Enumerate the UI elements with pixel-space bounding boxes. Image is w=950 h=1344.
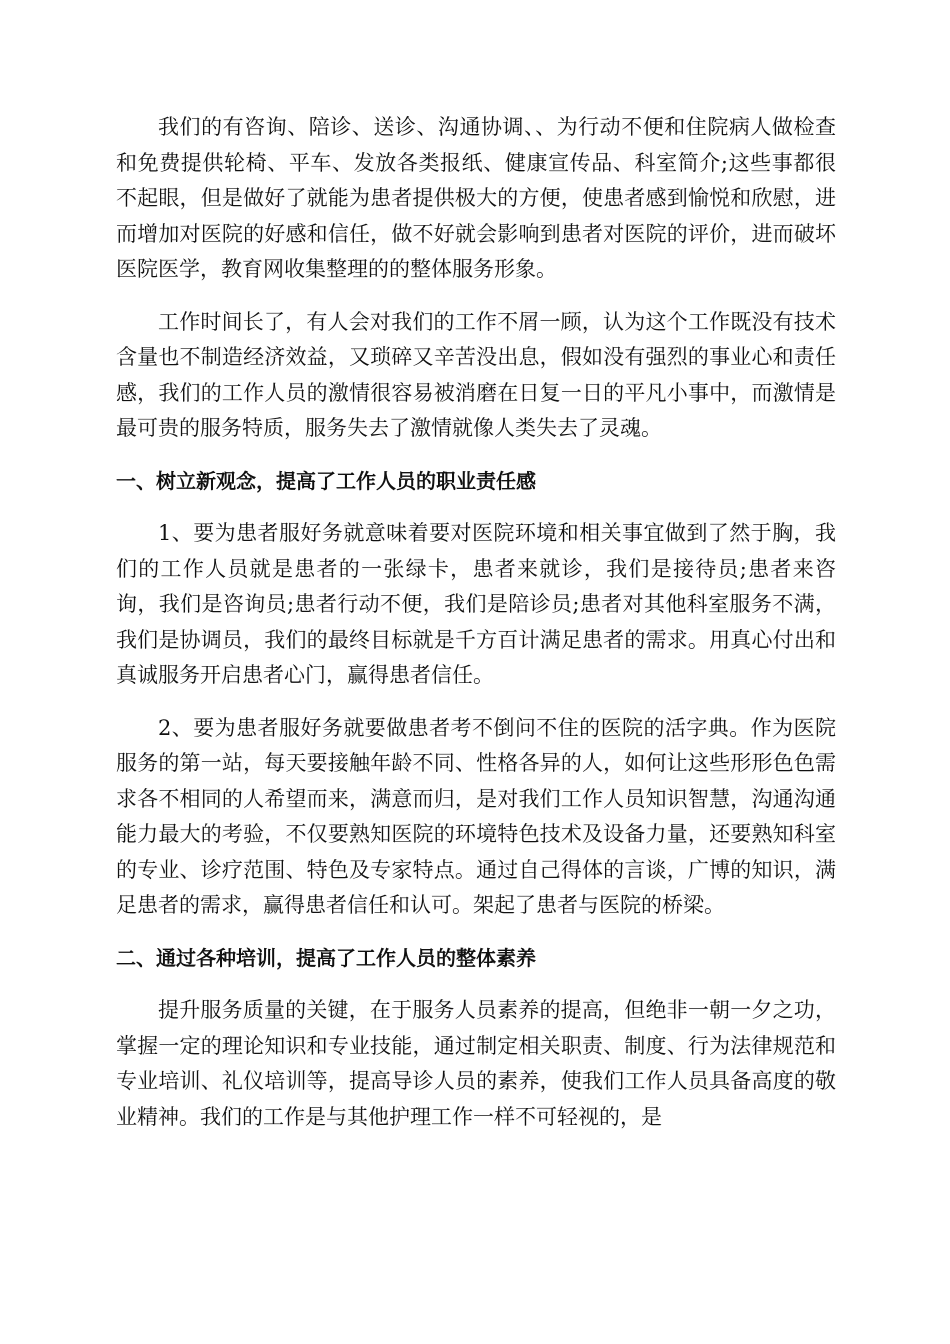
document-page	[116, 110, 836, 1152]
body-paragraph: 2、要为患者服好务就要做患者考不倒问不住的医院的活字典。作为医院服务的第一站，每天要接触年龄不同、性格各异的人，如何让这些形形色色需求各不相同的人希望而来，满意而归，是对我们工作人员知识智慧，沟通沟通能力最大的考验，不仅要熟知医院的环境特色技术及设备力量，还要熟知科室的专业、诊疗范围、特色及专家特点。通过自己得体的言谈，广博的知识，满足患者的需求，赢得患者信任和认可。架起了患者与医院的桥梁。	[116, 715, 836, 917]
body-paragraph: 工作时间长了，有人会对我们的工作不屑一顾，认为这个工作既没有技术含量也不制造经济效益，又琐碎又辛苦没出息，假如没有强烈的事业心和责任感，我们的工作人员的激情很容易被消磨在日复一日的平凡小事中，而激情是最可贵的服务特质，服务失去了激情就像人类失去了灵魂。	[116, 309, 836, 440]
body-paragraph: 提升服务质量的关键，在于服务人员素养的提高，但绝非一朝一夕之功，掌握一定的理论知识和专业技能，通过制定相关职责、制度、行为法律规范和专业培训、礼仪培训等，提高导诊人员的素养，使我们工作人员具备高度的敬业精神。我们的工作是与其他护理工作一样不可轻视的，是	[116, 998, 836, 1129]
section-heading: 二、通过各种培训，提高了工作人员的整体素养	[116, 945, 536, 970]
section-heading: 一、树立新观念，提高了工作人员的职业责任感	[116, 468, 536, 493]
body-paragraph: 我们的有咨询、陪诊、送诊、沟通协调、、为行动不便和住院病人做检查和免费提供轮椅、平车、发放各类报纸、健康宣传品、科室简介;这些事都很不起眼，但是做好了就能为患者提供极大的方便，使患者感到愉悦和欣慰，进而增加对医院的好感和信任，做不好就会影响到患者对医院的评价，进而破坏医院医学，教育网收集整理的的整体服务形象。	[116, 115, 836, 281]
body-paragraph: 1、要为患者服好务就意味着要对医院环境和相关事宜做到了然于胸，我们的工作人员就是患者的一张绿卡，患者来就诊，我们是接待员;患者来咨询，我们是咨询员;患者行动不便，我们是陪诊员;患者对其他科室服务不满，我们是协调员，我们的最终目标就是千方百计满足患者的需求。用真心付出和真诚服务开启患者心门，赢得患者信任。	[116, 521, 836, 687]
